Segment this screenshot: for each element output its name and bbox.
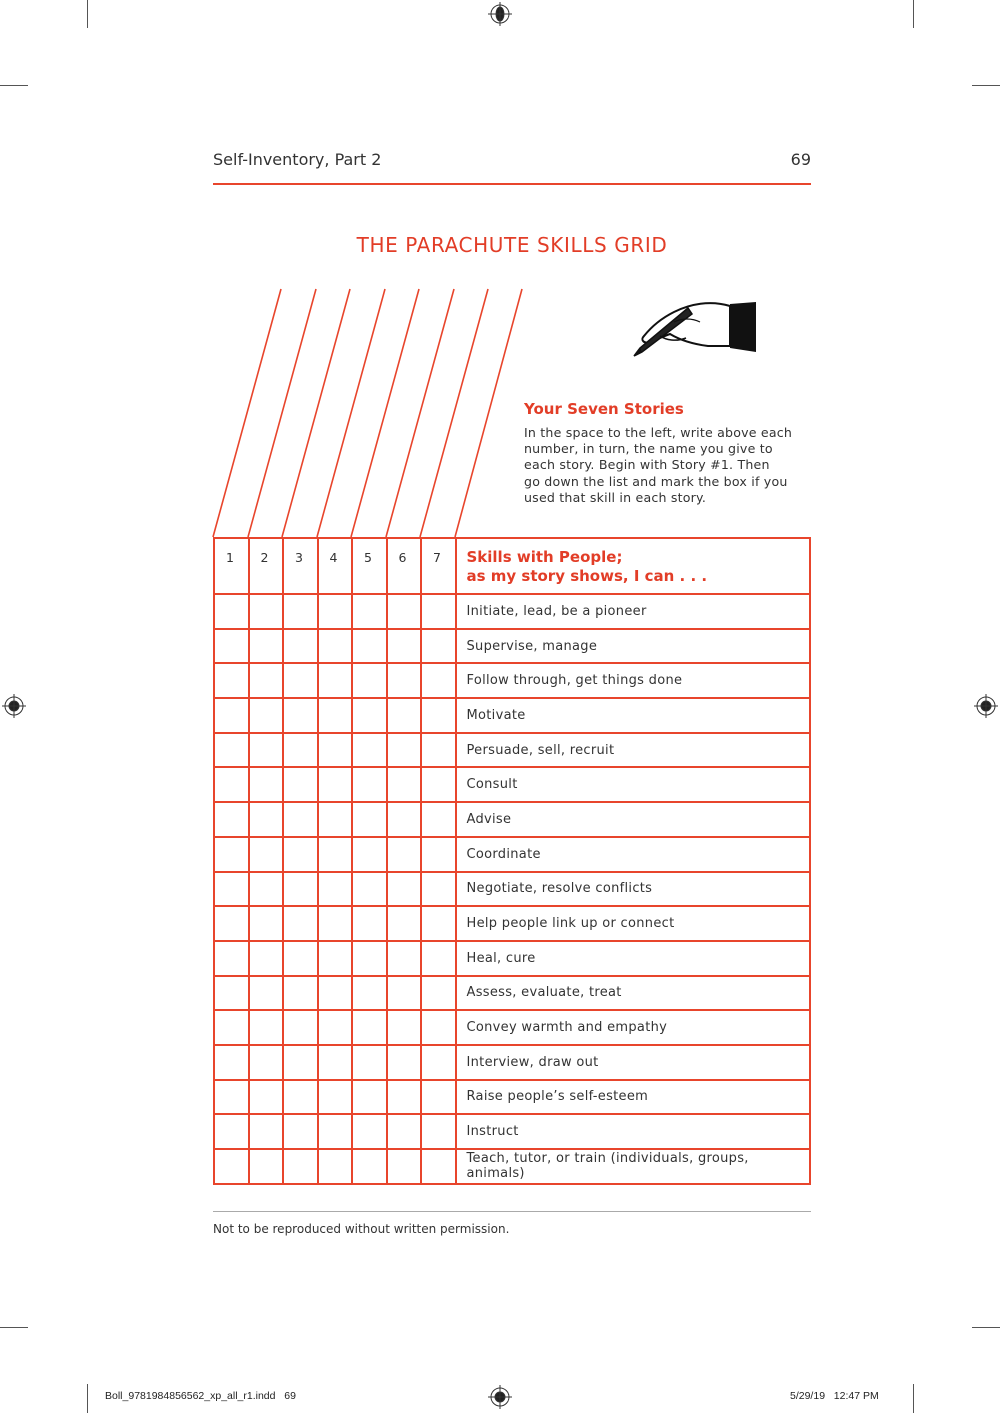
- story-checkbox[interactable]: [214, 802, 249, 837]
- story-checkbox[interactable]: [283, 767, 318, 802]
- skill-row: [214, 1149, 810, 1184]
- story-checkbox[interactable]: [318, 663, 353, 698]
- story-checkbox[interactable]: [387, 594, 422, 629]
- story-checkbox[interactable]: [249, 594, 284, 629]
- story-checkbox[interactable]: [421, 1080, 456, 1115]
- story-checkbox[interactable]: [214, 941, 249, 976]
- header-divider: [213, 183, 811, 185]
- story-checkbox[interactable]: [283, 941, 318, 976]
- story-checkbox[interactable]: [421, 767, 456, 802]
- skills-heading-line: as my story shows, I can . . .: [466, 567, 708, 585]
- story-checkbox[interactable]: [249, 1080, 284, 1115]
- story-checkbox[interactable]: [214, 1010, 249, 1045]
- story-checkbox[interactable]: [283, 1010, 318, 1045]
- instructions-heading: Your Seven Stories: [524, 400, 684, 418]
- story-checkbox[interactable]: [318, 802, 353, 837]
- skill-row: [214, 1080, 810, 1115]
- story-checkbox[interactable]: [283, 976, 318, 1011]
- story-checkbox[interactable]: [249, 1045, 284, 1080]
- story-checkbox[interactable]: [214, 837, 249, 872]
- story-checkbox[interactable]: [249, 767, 284, 802]
- story-checkbox[interactable]: [249, 629, 284, 664]
- story-checkbox[interactable]: [283, 1045, 318, 1080]
- story-checkbox[interactable]: [318, 1010, 353, 1045]
- section-title: Self-Inventory, Part 2: [213, 150, 382, 169]
- story-checkbox[interactable]: [283, 802, 318, 837]
- page-title: THE PARACHUTE SKILLS GRID: [356, 233, 668, 257]
- skills-grid: [213, 537, 811, 1185]
- story-checkbox[interactable]: [352, 976, 387, 1011]
- instructions-line: used that skill in each story.: [524, 489, 707, 505]
- skill-label: Assess, evaluate, treat: [456, 976, 811, 1011]
- story-checkbox[interactable]: [249, 1149, 284, 1184]
- story-checkbox[interactable]: [318, 837, 353, 872]
- story-checkbox[interactable]: [249, 733, 284, 768]
- story-number: 3: [283, 538, 318, 594]
- story-checkbox[interactable]: [249, 872, 284, 907]
- story-checkbox[interactable]: [352, 733, 387, 768]
- skill-row: [214, 1114, 810, 1149]
- skill-label: Heal, cure: [456, 941, 811, 976]
- skill-label: Help people link up or connect: [456, 906, 811, 941]
- story-checkbox[interactable]: [318, 698, 353, 733]
- copyright-note: Not to be reproduced without written permission.: [213, 1222, 510, 1236]
- footer-divider: [213, 1211, 811, 1212]
- instructions-line: go down the list and mark the box if you: [524, 473, 788, 489]
- story-checkbox[interactable]: [352, 663, 387, 698]
- registration-mark-icon: [974, 694, 998, 718]
- grid-header-row: [214, 538, 810, 594]
- instructions-line: In the space to the left, write above each: [524, 425, 793, 440]
- story-checkbox[interactable]: [249, 1114, 284, 1149]
- skill-row: [214, 1010, 810, 1045]
- skill-label: Interview, draw out: [456, 1045, 811, 1080]
- story-checkbox[interactable]: [214, 1114, 249, 1149]
- story-checkbox[interactable]: [421, 1114, 456, 1149]
- story-checkbox[interactable]: [352, 872, 387, 907]
- story-checkbox[interactable]: [318, 1080, 353, 1115]
- story-checkbox[interactable]: [283, 1080, 318, 1115]
- story-checkbox[interactable]: [318, 1114, 353, 1149]
- story-checkbox[interactable]: [283, 594, 318, 629]
- story-checkbox[interactable]: [249, 976, 284, 1011]
- story-checkbox[interactable]: [387, 663, 422, 698]
- story-checkbox[interactable]: [249, 663, 284, 698]
- story-checkbox[interactable]: [387, 698, 422, 733]
- story-checkbox[interactable]: [421, 906, 456, 941]
- story-checkbox[interactable]: [283, 1149, 318, 1184]
- skill-label: Teach, tutor, or train (individuals, groups, animals): [456, 1149, 811, 1184]
- story-checkbox[interactable]: [352, 1080, 387, 1115]
- skill-label: Instruct: [456, 1114, 811, 1149]
- story-checkbox[interactable]: [318, 941, 353, 976]
- story-checkbox[interactable]: [249, 837, 284, 872]
- story-checkbox[interactable]: [352, 802, 387, 837]
- instructions-text: [524, 425, 814, 506]
- story-checkbox[interactable]: [421, 629, 456, 664]
- story-checkbox[interactable]: [352, 698, 387, 733]
- story-checkbox[interactable]: [318, 767, 353, 802]
- story-checkbox[interactable]: [421, 1010, 456, 1045]
- story-checkbox[interactable]: [214, 767, 249, 802]
- story-checkbox[interactable]: [387, 767, 422, 802]
- skill-label: Initiate, lead, be a pioneer: [456, 594, 811, 629]
- slug-timestamp: 5/29/19 12:47 PM: [790, 1390, 879, 1402]
- story-number: 6: [387, 538, 422, 594]
- story-checkbox[interactable]: [421, 872, 456, 907]
- skill-label: Follow through, get things done: [456, 663, 811, 698]
- story-checkbox[interactable]: [318, 976, 353, 1011]
- story-checkbox[interactable]: [387, 1080, 422, 1115]
- story-checkbox[interactable]: [421, 941, 456, 976]
- story-checkbox[interactable]: [318, 872, 353, 907]
- skill-row: [214, 872, 810, 907]
- skill-label: Consult: [456, 767, 811, 802]
- story-checkbox[interactable]: [421, 1149, 456, 1184]
- story-checkbox[interactable]: [352, 629, 387, 664]
- story-checkbox[interactable]: [214, 629, 249, 664]
- skills-heading: [456, 538, 811, 594]
- running-head: [213, 150, 811, 169]
- skill-label: Raise people’s self-esteem: [456, 1080, 811, 1115]
- story-checkbox[interactable]: [249, 1010, 284, 1045]
- skill-row: [214, 733, 810, 768]
- story-checkbox[interactable]: [352, 594, 387, 629]
- story-checkbox[interactable]: [387, 872, 422, 907]
- page-number: 69: [790, 150, 811, 169]
- story-checkbox[interactable]: [387, 976, 422, 1011]
- skill-row: [214, 698, 810, 733]
- skill-label: Convey warmth and empathy: [456, 1010, 811, 1045]
- story-checkbox[interactable]: [352, 1010, 387, 1045]
- story-checkbox[interactable]: [318, 1045, 353, 1080]
- story-checkbox[interactable]: [318, 1149, 353, 1184]
- story-checkbox[interactable]: [214, 663, 249, 698]
- story-checkbox[interactable]: [352, 767, 387, 802]
- story-number: 5: [352, 538, 387, 594]
- story-checkbox[interactable]: [283, 872, 318, 907]
- skill-row: [214, 1045, 810, 1080]
- story-checkbox[interactable]: [283, 663, 318, 698]
- skills-heading-line: Skills with People;: [466, 548, 623, 566]
- story-checkbox[interactable]: [318, 733, 353, 768]
- story-checkbox[interactable]: [283, 698, 318, 733]
- story-checkbox[interactable]: [352, 1149, 387, 1184]
- story-checkbox[interactable]: [387, 906, 422, 941]
- instructions-line: number, in turn, the name you give to: [524, 441, 773, 457]
- story-checkbox[interactable]: [318, 906, 353, 941]
- story-checkbox[interactable]: [214, 872, 249, 907]
- story-checkbox[interactable]: [421, 733, 456, 768]
- skill-row: [214, 629, 810, 664]
- story-checkbox[interactable]: [318, 594, 353, 629]
- story-checkbox[interactable]: [352, 941, 387, 976]
- skill-row: [214, 837, 810, 872]
- story-checkbox[interactable]: [214, 594, 249, 629]
- story-checkbox[interactable]: [421, 594, 456, 629]
- skill-row: [214, 941, 810, 976]
- skill-row: [214, 663, 810, 698]
- skill-row: [214, 767, 810, 802]
- skill-label: Supervise, manage: [456, 629, 811, 664]
- story-checkbox[interactable]: [352, 1045, 387, 1080]
- instructions-line: each story. Begin with Story #1. Then: [524, 457, 770, 473]
- skill-row: [214, 976, 810, 1011]
- story-checkbox[interactable]: [214, 976, 249, 1011]
- skill-row: [214, 802, 810, 837]
- story-checkbox[interactable]: [283, 1114, 318, 1149]
- story-checkbox[interactable]: [352, 1114, 387, 1149]
- skill-row: [214, 594, 810, 629]
- story-checkbox[interactable]: [421, 976, 456, 1011]
- skill-label: Advise: [456, 802, 811, 837]
- story-checkbox[interactable]: [387, 629, 422, 664]
- story-name-lines: [213, 289, 522, 537]
- story-checkbox[interactable]: [387, 1114, 422, 1149]
- story-checkbox[interactable]: [387, 1010, 422, 1045]
- story-checkbox[interactable]: [283, 906, 318, 941]
- skill-row: [214, 906, 810, 941]
- story-checkbox[interactable]: [421, 663, 456, 698]
- story-checkbox[interactable]: [318, 629, 353, 664]
- story-number: 1: [214, 538, 249, 594]
- story-checkbox[interactable]: [214, 1149, 249, 1184]
- registration-mark-icon: [488, 1385, 512, 1409]
- story-number: 7: [421, 538, 456, 594]
- story-checkbox[interactable]: [387, 802, 422, 837]
- story-checkbox[interactable]: [387, 1045, 422, 1080]
- story-checkbox[interactable]: [421, 802, 456, 837]
- story-checkbox[interactable]: [249, 698, 284, 733]
- skill-label: Negotiate, resolve conflicts: [456, 872, 811, 907]
- story-checkbox[interactable]: [214, 1080, 249, 1115]
- story-checkbox[interactable]: [249, 941, 284, 976]
- story-checkbox[interactable]: [214, 698, 249, 733]
- story-number: 4: [318, 538, 353, 594]
- story-number: 2: [249, 538, 284, 594]
- skill-label: Coordinate: [456, 837, 811, 872]
- registration-mark-icon: [2, 694, 26, 718]
- story-checkbox[interactable]: [387, 733, 422, 768]
- story-checkbox[interactable]: [387, 941, 422, 976]
- registration-mark-icon: [488, 2, 512, 26]
- story-checkbox[interactable]: [387, 1149, 422, 1184]
- story-checkbox[interactable]: [283, 837, 318, 872]
- slug-filename: Boll_9781984856562_xp_all_r1.indd 69: [105, 1390, 296, 1402]
- story-checkbox[interactable]: [249, 906, 284, 941]
- hand-writing-icon: [634, 302, 756, 356]
- story-checkbox[interactable]: [283, 629, 318, 664]
- skill-label: Persuade, sell, recruit: [456, 733, 811, 768]
- story-checkbox[interactable]: [352, 837, 387, 872]
- story-checkbox[interactable]: [387, 837, 422, 872]
- story-checkbox[interactable]: [421, 837, 456, 872]
- story-checkbox[interactable]: [214, 733, 249, 768]
- story-checkbox[interactable]: [283, 733, 318, 768]
- story-checkbox[interactable]: [249, 802, 284, 837]
- skill-label: Motivate: [456, 698, 811, 733]
- story-checkbox[interactable]: [421, 1045, 456, 1080]
- story-checkbox[interactable]: [214, 906, 249, 941]
- story-checkbox[interactable]: [421, 698, 456, 733]
- story-checkbox[interactable]: [214, 1045, 249, 1080]
- story-checkbox[interactable]: [352, 906, 387, 941]
